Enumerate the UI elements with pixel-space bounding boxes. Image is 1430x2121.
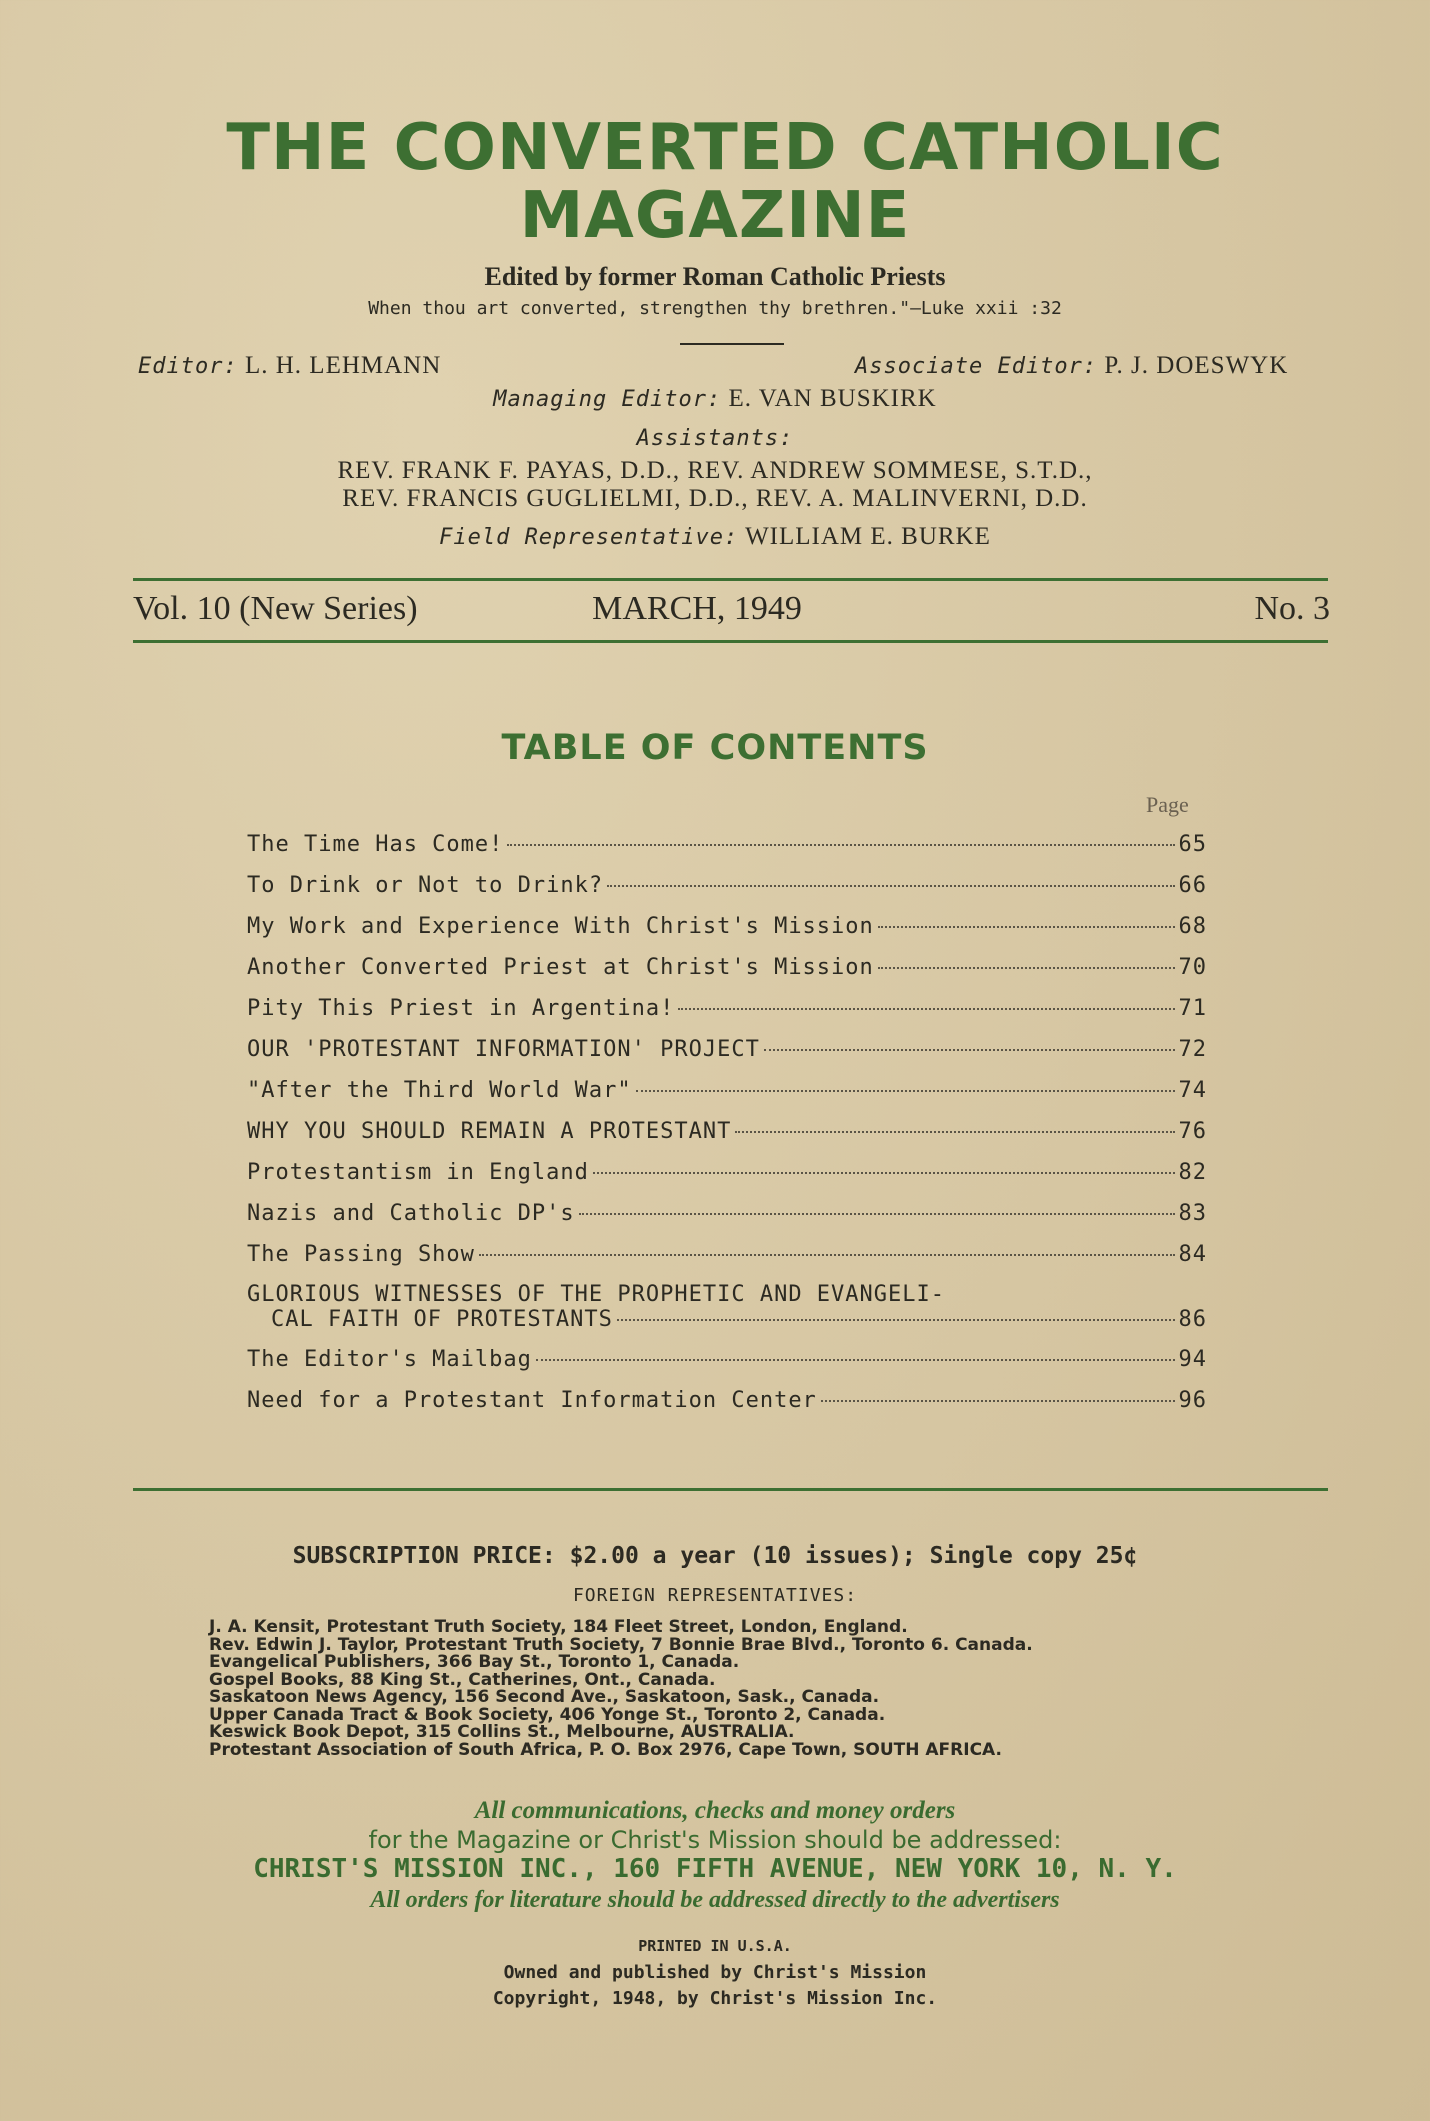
communications-line2: for the Magazine or Christ's Mission should be addressed: xyxy=(368,1826,1062,1854)
toc-entry-page: 65 xyxy=(1178,832,1207,857)
representative-line: Keswick Book Depot, 315 Collins St., Melbourne, AUSTRALIA. xyxy=(209,1722,795,1742)
toc-entry-page: 83 xyxy=(1178,1201,1207,1226)
toc-entry xyxy=(247,1160,1207,1201)
toc-entry-title: Nazis and Catholic DP's xyxy=(247,1201,575,1226)
toc-leader xyxy=(479,1254,1175,1256)
toc-leader xyxy=(878,967,1175,969)
toc-entry-page: 66 xyxy=(1178,873,1207,898)
toc-entry-page: 82 xyxy=(1178,1160,1207,1185)
rule-above-footer xyxy=(133,1488,1328,1491)
edited-by-line: Edited by former Roman Catholic Priests xyxy=(484,262,946,291)
volume-label: Vol. 10 (New Series) xyxy=(133,590,418,627)
assistants-line2: REV. FRANCIS GUGLIELMI, D.D., REV. A. MALINVERNI, D.D. xyxy=(342,485,1088,512)
toc-entry-title: "After the Third World War" xyxy=(247,1078,632,1103)
toc-leader xyxy=(607,885,1174,887)
toc-entry xyxy=(247,996,1207,1037)
owned-published-line: Owned and published by Christ's Mission xyxy=(503,1962,927,1983)
managing-editor-line xyxy=(0,385,1430,413)
assistants-label-line xyxy=(0,424,1430,452)
representatives-list xyxy=(209,1619,1033,1759)
divider-short xyxy=(680,343,784,345)
toc-entry-page: 68 xyxy=(1178,914,1207,939)
toc-entry xyxy=(247,1307,1207,1347)
toc-entry xyxy=(247,1201,1207,1242)
toc-leader xyxy=(878,926,1175,928)
scripture-quote: When thou art converted, strengthen thy brethren."—Luke xxii :32 xyxy=(368,298,1062,319)
toc-page-label: Page xyxy=(1146,792,1189,817)
representative-line: Rev. Edwin J. Taylor, Protestant Truth Society, 7 Bonnie Brae Blvd., Toronto 6. Canada. xyxy=(209,1634,1033,1655)
representative-line: Gospel Books, 88 King St., Catherines, Ont., Canada. xyxy=(209,1669,716,1690)
toc-title: TABLE OF CONTENTS xyxy=(501,728,929,768)
literature-orders-note: All orders for literature should be addressed directly to the advertisers xyxy=(370,1887,1060,1913)
toc-entry-title: To Drink or Not to Drink? xyxy=(247,873,604,898)
mission-address: CHRIST'S MISSION INC., 160 FIFTH AVENUE, NEW YORK 10, N. Y. xyxy=(253,1854,1177,1884)
toc-entry-page: 74 xyxy=(1178,1078,1207,1103)
editor-name: L. H. LEHMANN xyxy=(244,352,442,379)
toc-entry xyxy=(247,1037,1207,1078)
assistants-line1: REV. FRANK F. PAYAS, D.D., REV. ANDREW SOMMESE, S.T.D., xyxy=(337,457,1093,484)
rule-above-issue xyxy=(133,578,1328,581)
toc-entry-title: Need for a Protestant Information Center xyxy=(247,1388,817,1413)
toc-entry-title: WHY YOU SHOULD REMAIN A PROTESTANT xyxy=(247,1119,732,1144)
field-representative-label: Field Representative: xyxy=(439,525,739,550)
toc-entry-title-line2: CAL FAITH OF PROTESTANTS xyxy=(271,1307,613,1332)
toc-leader xyxy=(636,1090,1175,1092)
printed-in-usa: PRINTED IN U.S.A. xyxy=(638,1937,792,1955)
toc-entry-page: 71 xyxy=(1178,996,1207,1021)
toc-entry-page: 86 xyxy=(1178,1307,1207,1332)
associate-editor-label: Associate Editor: xyxy=(855,354,1098,379)
issue-date: MARCH, 1949 xyxy=(592,590,802,627)
toc-entry-title: Protestantism in England xyxy=(247,1160,589,1185)
toc-entry xyxy=(247,1078,1207,1119)
representative-line: Saskatoon News Agency, 156 Second Ave., Saskatoon, Sask., Canada. xyxy=(209,1687,880,1707)
toc-entry-title: OUR 'PROTESTANT INFORMATION' PROJECT xyxy=(247,1037,760,1062)
toc-leader xyxy=(617,1319,1175,1321)
toc-entry-page: 94 xyxy=(1178,1347,1207,1372)
toc-entry-title: Pity This Priest in Argentina! xyxy=(247,996,675,1021)
communications-line1: All communications, checks and money orders xyxy=(474,1797,956,1824)
toc-entry xyxy=(247,1242,1207,1283)
associate-editor-line xyxy=(855,352,1288,380)
issue-number: No. 3 xyxy=(1254,590,1330,627)
toc-leader xyxy=(821,1400,1175,1402)
toc-entry xyxy=(247,873,1207,914)
toc-entry-page: 72 xyxy=(1178,1037,1207,1062)
toc-entry-page: 70 xyxy=(1178,955,1207,980)
toc-entry-page: 96 xyxy=(1178,1388,1207,1413)
toc-leader xyxy=(579,1213,1175,1215)
subscription-price: SUBSCRIPTION PRICE: $2.00 a year (10 issues); Single copy 25¢ xyxy=(292,1543,1138,1569)
toc-leader xyxy=(507,844,1174,846)
assistants-label: Assistants: xyxy=(636,426,794,451)
toc-entry-title: The Editor's Mailbag xyxy=(247,1347,532,1372)
editor-line xyxy=(138,352,441,380)
toc-entry xyxy=(247,832,1207,873)
toc-leader xyxy=(536,1359,1175,1361)
rule-below-issue xyxy=(133,640,1328,643)
toc-leader xyxy=(764,1049,1175,1051)
representative-line: Protestant Association of South Africa, P. O. Box 2976, Cape Town, SOUTH AFRICA. xyxy=(209,1739,1002,1760)
toc-entry xyxy=(247,914,1207,955)
magazine-title-line1: THE CONVERTED CATHOLIC xyxy=(226,111,1224,185)
representative-line: J. A. Kensit, Protestant Truth Society, 184 Fleet Street, London, England. xyxy=(209,1617,908,1637)
toc-entry-title: The Passing Show xyxy=(247,1242,475,1267)
toc-entry-title: My Work and Experience With Christ's Mission xyxy=(247,914,874,939)
field-representative-name: WILLIAM E. BURKE xyxy=(745,523,991,550)
toc-list xyxy=(247,832,1207,1429)
toc-entry xyxy=(247,1388,1207,1429)
foreign-representatives-label: FOREIGN REPRESENTATIVES: xyxy=(572,1585,858,1606)
magazine-title-line2: MAGAZINE xyxy=(519,179,911,253)
managing-editor-label: Managing Editor: xyxy=(493,387,722,412)
copyright-line: Copyright, 1948, by Christ's Mission Inc. xyxy=(492,1988,938,2009)
toc-entry-title: The Time Has Come! xyxy=(247,832,504,857)
toc-leader xyxy=(593,1172,1175,1174)
toc-entry-page: 84 xyxy=(1178,1242,1207,1267)
toc-entry xyxy=(247,1119,1207,1160)
toc-entry-page: 76 xyxy=(1178,1119,1207,1144)
representative-line: Upper Canada Tract & Book Society, 406 Yonge St., Toronto 2, Canada. xyxy=(209,1704,886,1725)
managing-editor-name: E. VAN BUSKIRK xyxy=(728,385,937,412)
toc-leader xyxy=(678,1008,1174,1010)
toc-entry xyxy=(247,955,1207,996)
toc-leader xyxy=(735,1131,1174,1133)
field-representative-line xyxy=(0,523,1430,551)
toc-entry-title: Another Converted Priest at Christ's Mission xyxy=(247,955,874,980)
representative-line: Evangelical Publishers, 366 Bay St., Toronto 1, Canada. xyxy=(209,1652,740,1672)
associate-editor-name: P. J. DOESWYK xyxy=(1104,352,1289,379)
toc-entry xyxy=(247,1347,1207,1388)
toc-entry-title-line1: GLORIOUS WITNESSES OF THE PROPHETIC AND EVANGELI- xyxy=(247,1282,946,1307)
editor-label: Editor: xyxy=(138,354,238,379)
